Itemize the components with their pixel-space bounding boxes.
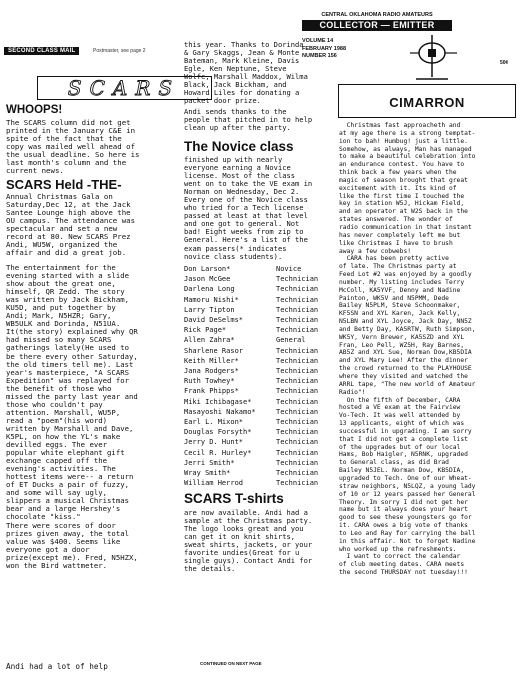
- passer-class: Technician: [276, 356, 319, 365]
- exam-passer-row: [184, 296, 339, 304]
- andi-help-line: Andi had a lot of help: [6, 662, 108, 671]
- exam-passer-row: [184, 347, 339, 355]
- story-body: The entertainment for the evening started with a slide show about the great one, himself, QR Zedd. The story was written by Jack Bickham, KU5D, and put together by Andi; Mark, N5HZR; Gary, WB5ULK and Dorinda, N51UA. It(the story) explained why QR had missed so many SCARS gatherings lately(He used to be there every other Saturday, the old timers tell me). Last year's masterpiece, "A SCARS Expedition" was replayed for the benefit of those who missed the party last year and those who couldn't pay attention. Marshall, WU5P, read a "poem"(his word) written by Marshall and Dave, K5PL, on how the YL's make devilled eggs. The ever popular white elephant gift exchange capped off the evening's activities. The hottest items were-- a return of ET Ducks a pair of fuzzy, and some will say ugly, slippers a musical Christmas bear and a large Hershey's chocolate "kiss." There were scores of door prizes given away, the total value was $400. Seems like everyone got a door prize(except me). Fred, N5HZX, won the Bird wattmeter.: [6, 263, 138, 570]
- passer-class: Technician: [276, 346, 319, 355]
- passer-class: Technician: [276, 285, 319, 294]
- passer-class: Technician: [276, 438, 319, 447]
- passer-name: Douglas Forsyth*: [184, 428, 252, 437]
- issue-code: 50¢: [500, 60, 509, 66]
- passer-name: Larry Tipton: [184, 305, 235, 314]
- passer-class: Technician: [276, 458, 319, 467]
- passer-name: Jason McGee: [184, 275, 231, 284]
- masthead-title: COLLECTOR — EMITTER: [302, 20, 452, 31]
- passer-class: Technician: [276, 479, 319, 488]
- passer-class: Technician: [276, 316, 319, 324]
- exam-passer-row: [184, 275, 339, 283]
- volume-label: VOLUME 14: [302, 38, 334, 44]
- passer-class: Technician: [276, 428, 319, 437]
- exam-passer-row: [184, 459, 339, 467]
- passer-class: Technician: [276, 418, 319, 426]
- passer-name: Jerry D. Hunt*: [184, 438, 244, 447]
- scars-logo-text: SCARS: [67, 76, 181, 100]
- continued-note: CONTINUED ON NEXT PAGE: [200, 661, 262, 666]
- passer-class: Technician: [276, 275, 319, 284]
- tshirt-body: are now available. Andi had a sample at the Christmas party. The logo looks great and you can get it on knit shirts, sweat shirts, jackets, or your favorite undies(Great for u single guys). Contact Andi for the details.: [184, 508, 313, 574]
- passer-name: Jana Rodgers*: [184, 367, 239, 375]
- exam-passer-row: [184, 408, 339, 416]
- exam-passer-row: [184, 449, 339, 457]
- exam-passer-row: [184, 357, 339, 365]
- andi-thanks-body: Andi sends thanks to the people that pitched in to help clean up after the party.: [184, 107, 313, 133]
- postmaster-note: Postmaster, see page 2: [93, 47, 146, 54]
- passer-name: Earl L. Mixon*: [184, 418, 244, 426]
- exam-passer-row: [184, 479, 339, 487]
- novice-body: finished up with nearly everyone earning a Novice license. Most of the class went on to take the VE exam in Norman on Wednesday, Dec 2. Every one of the Novice class who tried for a Tech license passed at least at that level and one got to general. Not bad! Eight weeks from zip to General. Here's a list of the exam passers(* indicates novice class students).: [184, 155, 313, 261]
- exam-passer-row: [184, 398, 339, 406]
- passer-name: Mamoru Nishi*: [184, 295, 239, 304]
- exam-passer-row: [184, 418, 339, 426]
- passer-class: Technician: [276, 407, 319, 416]
- passer-class: Technician: [276, 367, 319, 375]
- passer-name: Sharlene Rasor: [184, 346, 244, 355]
- thanks-body: this year. Thanks to Dorinda & Gary Skaggs, Jean & Monte Bateman, Mark Kleine, Davis Egle, Ken Neptune, Steve Wolfe, Marshall Maddox, Wilma Black, Jack Bickham, and Howard Liles for donating a packet door prize.: [184, 40, 308, 106]
- tshirt-heading: SCARS T-shirts: [184, 491, 284, 506]
- passer-class: Technician: [276, 326, 319, 335]
- issue-info: [302, 38, 346, 61]
- passer-name: Rick Page*: [184, 326, 227, 335]
- exam-passer-row: [184, 336, 339, 344]
- gala-heading: SCARS Held -THE-: [6, 177, 122, 192]
- novice-heading: The Novice class: [184, 139, 294, 154]
- exam-passer-row: [184, 367, 339, 375]
- exam-passer-row: [184, 469, 339, 477]
- cimarron-title-box: [338, 84, 516, 118]
- passer-name: Keith Miller*: [184, 356, 239, 365]
- exam-passer-row: [184, 387, 339, 395]
- passer-name: Don Larson*: [184, 265, 231, 273]
- exam-passer-row: [184, 438, 339, 446]
- passer-name: Darlena Long: [184, 285, 235, 294]
- passer-class: Technician: [276, 305, 319, 314]
- exam-passer-row: [184, 377, 339, 385]
- passer-name: Masayoshi Nakamo*: [184, 407, 256, 416]
- passer-name: Ruth Towhey*: [184, 377, 235, 386]
- gala-body: Annual Christmas Gala on Saturday,Dec 12, at the Jack Santee Lounge high above the OU campus. The attendance was spectacular and set a new record at 80. New SCARS Prez Andi, WU5W, organized the affair and did a great job.: [6, 192, 136, 258]
- mail-class-label: SECOND CLASS MAIL: [4, 47, 79, 55]
- passer-name: David DeSelms*: [184, 316, 244, 324]
- passer-name: Miki Ichibagase*: [184, 397, 252, 406]
- passer-class: Technician: [276, 387, 319, 396]
- exam-passer-row: [184, 285, 339, 293]
- passer-class: Technician: [276, 295, 319, 304]
- whoops-heading: WHOOPS!: [6, 104, 63, 116]
- passer-class: Novice: [276, 265, 302, 273]
- masthead-org: CENTRAL OKLAHOMA RADIO AMATEURS: [321, 12, 433, 18]
- antenna-logo-icon: [402, 33, 462, 81]
- exam-passer-row: [184, 428, 339, 436]
- whoops-body: The SCARS column did not get printed in the January C&E in spite of the fact that the copy was mailed well ahead of the usual deadline. So here is last month's column and the current news.: [6, 118, 140, 176]
- passer-name: William Herrod: [184, 479, 244, 488]
- cimarron-body: Christmas fast approacheth and at my age there is a strong temptat- ion to bah! Humbug! just a little. Somehow, as always, Man has managed to make a beautiful celebration into an endurance contest. You have to think back a few years when the magic of season brought that great excitement with it. Its kind of like the first time I touched the key in station W5J, Hickam Field, and an operator at W2S back in the states answered. The wonder of radio communication in that instant has never completely left me but like Christmas I have to brush away a few cobwebs! CARA has been pretty active of late. The Christmas party at Feed Lot #2 was enjoyed by a goodly number. My listing includes Terry McColl, KA5YVF, Denny and Nadine Painton, WK5V and N5PMM, Dede Bailey N5PLM, Steve Schoonmaker, KF5SN and XYL Karen, Jack Kelly, N5LBN and XYL Joyce, Jack Day, NN5Z and Betty Day, KA5RTW, Ruth Simpson, WK5Y, Vern Brewer, KA5SZD and XYL Fran, Leo Pell, WZ5H, Ray Barnes, AB5Z and XYL Sue, Norman Dow,KB5DIA and XYL Mary Lee! After the dinner the crowd returned to the PLAYHOUSE where they visited and watched the ARRL tape, "The new world of Amateur Radio"! On the fifth of December, CARA hosted a VE exam at the Fairview Vo-Tech. It was well attended by 13 applicants, eight of which was successful in upgrading. I am sorry that I did not get a complete list of the upgrades but of our local Hams, Bob Haigler, N5RNK, upgraded to General class, as did Brad Bailey N5JEL. Norman Dow, KB5DIA, upgraded to Tech. One of our Wheat- straw neighbors, N5LQZ, a young lady of 10 or 12 years passed her General Theory. Im sorry I did not get her name but it always does your heart good to see these youngsters go for it. CARA owes a big vote of thanks to Leo and Ray for carrying the ball in this affair. Not to forget Nadine who worked up the refreshments. I want to correct the calendar of club meeting dates. CARA meets the second THURSDAY not tuesday!!!: [339, 122, 476, 577]
- passer-name: Wray Smith*: [184, 469, 231, 477]
- passer-class: Technician: [276, 448, 319, 457]
- passer-class: General: [276, 336, 306, 345]
- exam-passer-row: [184, 326, 339, 334]
- passer-name: Frank Phipps*: [184, 387, 239, 396]
- passer-class: Technician: [276, 377, 319, 386]
- passer-class: Technician: [276, 469, 319, 477]
- passer-class: Technician: [276, 397, 319, 406]
- exam-passer-row: [184, 265, 339, 273]
- passer-name: Cecil R. Hurley*: [184, 448, 252, 457]
- masthead: [302, 6, 522, 81]
- cimarron-title: CIMARRON: [389, 95, 465, 110]
- passer-name: Jerri Smith*: [184, 458, 235, 467]
- passer-name: Allen Zahra*: [184, 336, 235, 345]
- exam-passer-row: [184, 316, 339, 324]
- exam-passer-row: [184, 306, 339, 314]
- date-label: FEBRUARY 1988: [302, 45, 347, 52]
- number-label: NUMBER 156: [302, 53, 337, 59]
